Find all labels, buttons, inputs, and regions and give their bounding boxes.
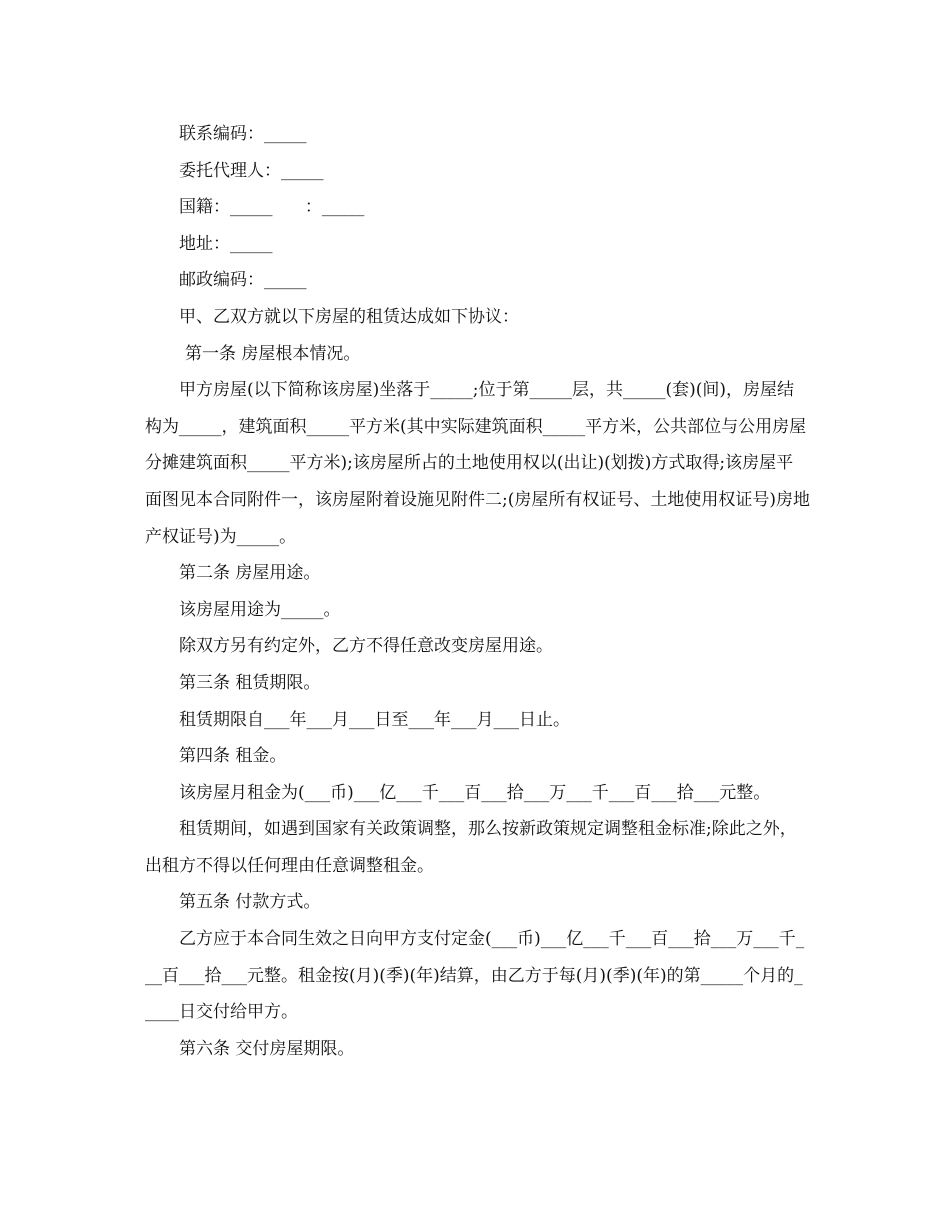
article-5-heading: 第五条 付款方式。: [179, 892, 321, 913]
article-2-heading: 第二条 房屋用途。: [179, 563, 321, 584]
nationality-line: 国籍：_____ ：_____: [179, 197, 365, 218]
document-body: [145, 116, 810, 1067]
article-4-rent: 该房屋月租金为(___币)___亿___千___百___拾___万___千___百___拾___元整。: [179, 782, 771, 803]
article-2-usage: 该房屋用途为_____。: [179, 599, 341, 620]
article-4-adjustment: 租赁期间，如遇到国家有关政策调整，那么按新政策规定调整租金标准;除此之外，出租方不得以任何理由任意调整租金。: [145, 819, 797, 876]
article-6-heading: 第六条 交付房屋期限。: [179, 1038, 355, 1059]
article-1-heading: 第一条 房屋根本情况。: [185, 343, 361, 364]
postal-code-line: 邮政编码：_____: [179, 270, 307, 291]
article-3-body: 租赁期限自___年___月___日至___年___月___日止。: [179, 709, 570, 730]
article-5-body: 乙方应于本合同生效之日向甲方支付定金(___币)___亿___千___百___拾___万___千___百___拾___元整。租金按(月)(季)(年)结算，由乙方于每(月)(季)(年)的第_____个月的_____日交付给甲方。: [145, 929, 805, 1023]
article-1-body: 甲方房屋(以下简称该房屋)坐落于_____;位于第_____层，共_____(套)(间)，房屋结构为_____，建筑面积_____平方米(其中实际建筑面积_____平方米，公共部位与公用房屋分摊建筑面积_____平方米);该房屋所占的土地使用权以(出让)(划拨)方式取得;该房屋平面图见本合同附件一，该房屋附着设施见附件二;(房屋所有权证号、土地使用权证号)房地产权证号)为_____。: [145, 380, 810, 547]
article-4-heading: 第四条 租金。: [179, 746, 287, 767]
agent-line: 委托代理人：_____: [179, 160, 324, 181]
article-2-restriction: 除双方另有约定外，乙方不得任意改变房屋用途。: [179, 636, 553, 657]
article-3-heading: 第三条 租赁期限。: [179, 672, 321, 693]
contact-code-line: 联系编码：_____: [179, 124, 307, 144]
address-line: 地址：_____: [179, 233, 273, 254]
agreement-intro: 甲、乙双方就以下房屋的租赁达成如下协议：: [179, 306, 519, 327]
